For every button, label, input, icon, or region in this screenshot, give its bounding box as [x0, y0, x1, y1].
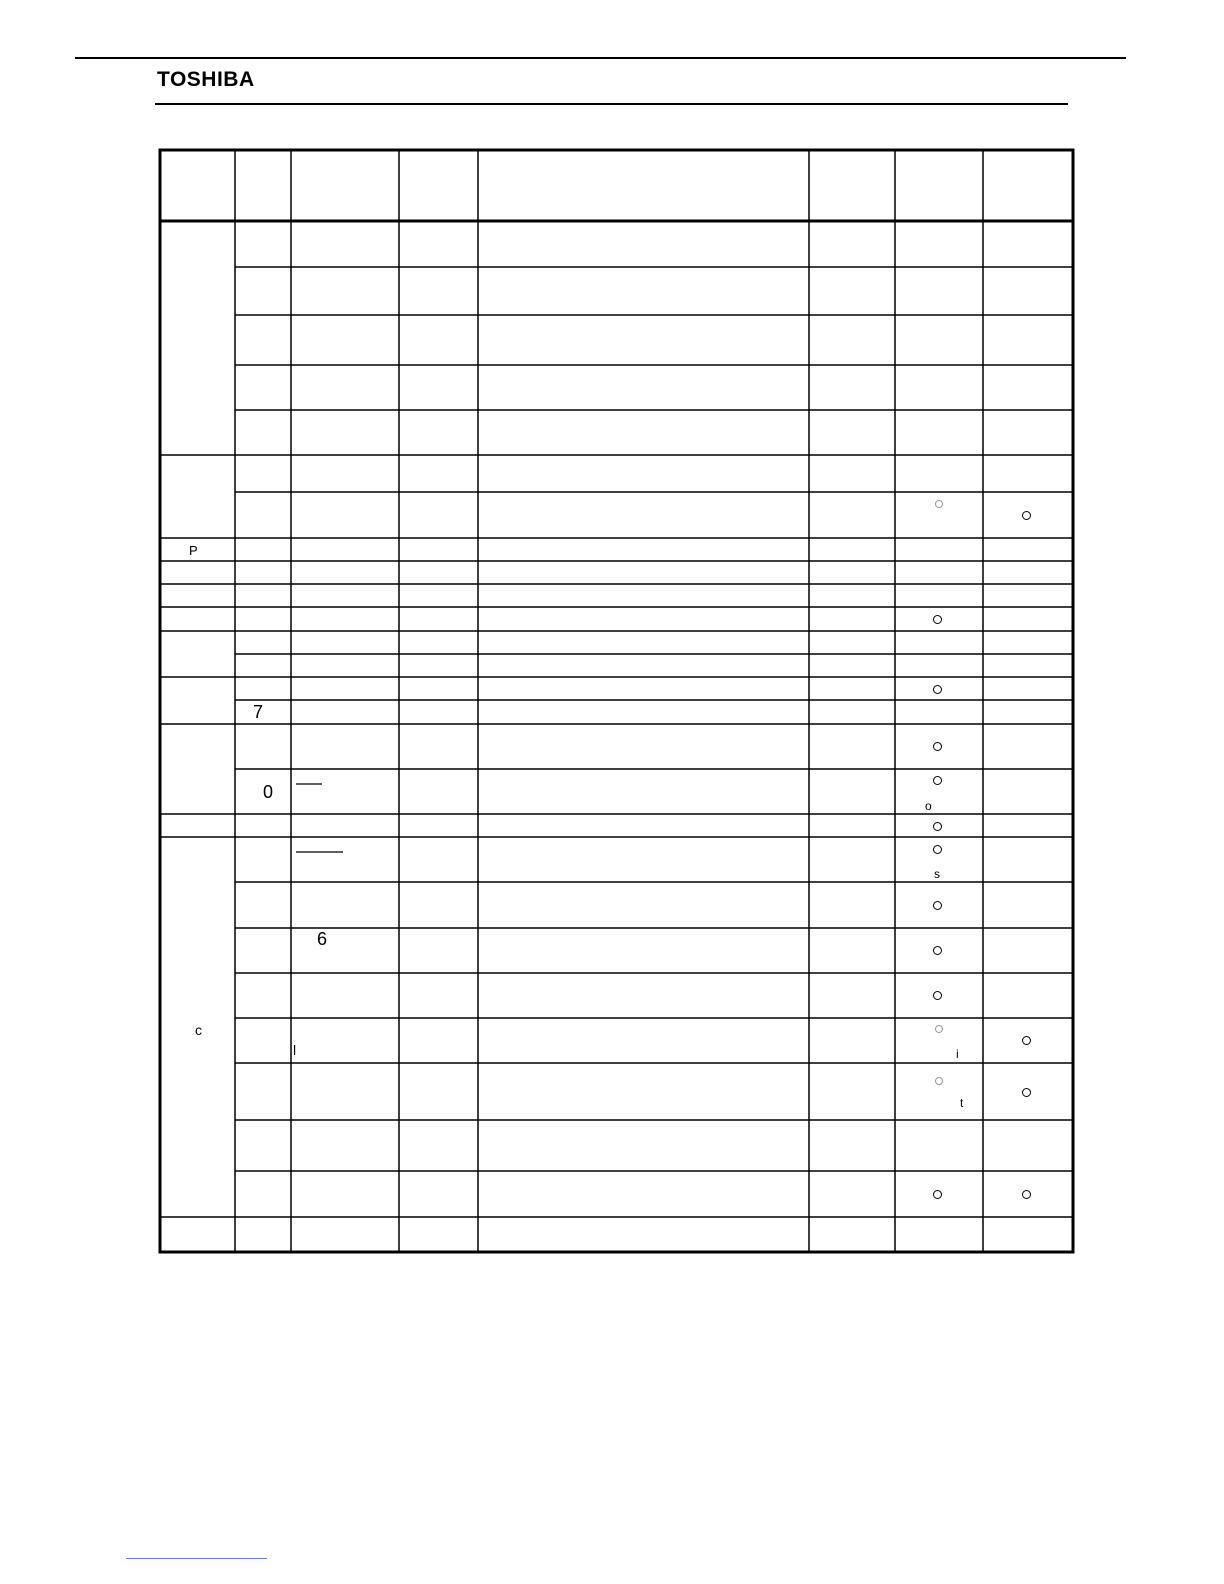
circle-mark-icon	[933, 946, 942, 955]
circle-mark-icon	[1022, 1036, 1031, 1045]
fragment-six: 6	[317, 929, 328, 949]
circle-mark-icon	[1022, 1088, 1031, 1097]
fragment-i: i	[956, 1047, 959, 1061]
circle-mark-icon	[933, 776, 942, 785]
fragment-p: P	[189, 543, 198, 558]
brand-logo: TOSHIBA	[157, 68, 255, 91]
circle-mark-icon	[933, 742, 942, 751]
fragment-zero: 0	[263, 782, 274, 802]
circle-mark-icon	[1022, 511, 1031, 520]
fragment-s: s	[934, 867, 940, 881]
circle-mark-icon	[935, 500, 943, 508]
fragment-t: t	[960, 1096, 964, 1110]
circle-mark-icon	[935, 1025, 943, 1033]
circle-mark-icon	[933, 822, 942, 831]
fragment-l: l	[293, 1042, 297, 1058]
circle-mark-icon	[933, 991, 942, 1000]
circle-mark-icon	[933, 845, 942, 854]
circle-mark-icon	[1022, 1190, 1031, 1199]
circle-mark-icon	[933, 901, 942, 910]
fragment-o: o	[925, 799, 932, 813]
footer-link[interactable]	[126, 1558, 267, 1559]
fragment-c: c	[195, 1022, 202, 1038]
circle-mark-icon	[933, 615, 942, 624]
circle-mark-icon	[935, 1077, 943, 1085]
fragment-seven: 7	[253, 702, 264, 722]
circle-mark-icon	[933, 685, 942, 694]
circle-mark-icon	[933, 1190, 942, 1199]
